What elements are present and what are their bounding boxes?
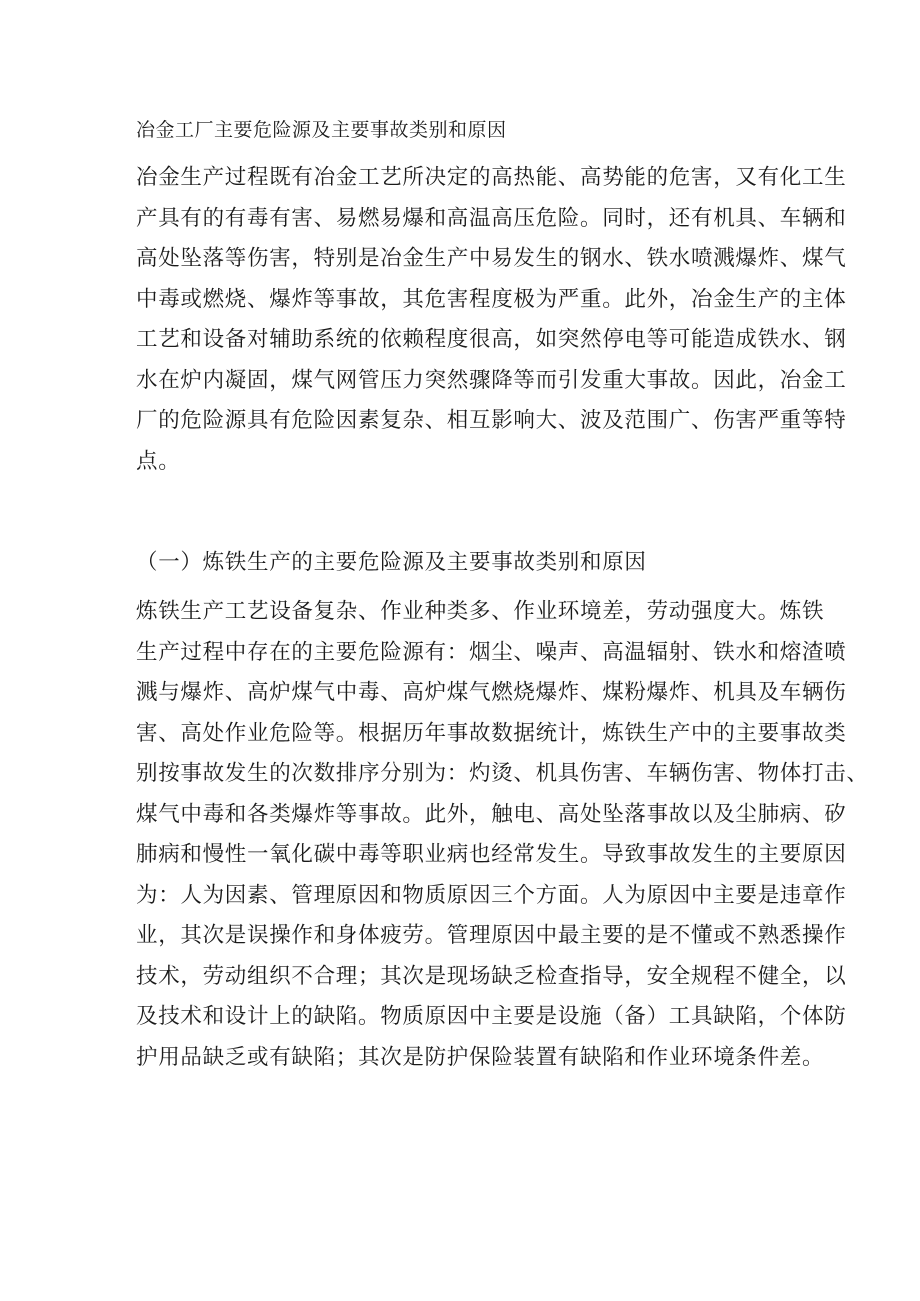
paragraph-line: 为：人为因素、管理原因和物质原因三个方面。人为原因中主要是违章作 xyxy=(136,882,847,908)
paragraph-line: 中毒或燃烧、爆炸等事故，其危害程度极为严重。此外，冶金生产的主体 xyxy=(136,286,847,312)
paragraph-line: 产具有的有毒有害、易燃易爆和高温高压危险。同时，还有机具、车辆和 xyxy=(136,205,847,231)
paragraph-line: 及技术和设计上的缺陷。物质原因中主要是设施（备）工具缺陷，个体防 xyxy=(136,1004,847,1029)
paragraph-line: 水在炉内凝固，煤气网管压力突然骤降等而引发重大事故。因此，冶金工 xyxy=(136,367,847,393)
paragraph-line: 害、高处作业危险等。根据历年事故数据统计，炼铁生产中的主要事故类 xyxy=(136,720,847,746)
paragraph-line: 溅与爆炸、高炉煤气中毒、高炉煤气燃烧爆炸、煤粉爆炸、机具及车辆伤 xyxy=(136,680,847,705)
paragraph-line: 炼铁生产工艺设备复杂、作业种类多、作业环境差，劳动强度大。炼铁 xyxy=(136,599,825,624)
paragraph-line: 点。 xyxy=(136,448,181,474)
paragraph-line: 别按事故发生的次数排序分别为：灼烫、机具伤害、车辆伤害、物体打击、 xyxy=(136,761,869,786)
paragraph-line: 工艺和设备对辅助系统的依赖程度很高，如突然停电等可能造成铁水、钢 xyxy=(136,327,847,352)
paragraph-line: 高处坠落等伤害，特别是冶金生产中易发生的钢水、铁水喷溅爆炸、煤气 xyxy=(136,246,847,271)
paragraph-line: 肺病和慢性一氧化碳中毒等职业病也经常发生。导致事故发生的主要原因 xyxy=(136,842,847,867)
paragraph-line: 煤气中毒和各类爆炸等事故。此外，触电、高处坠落事故以及尘肺病、矽 xyxy=(136,801,847,827)
section-heading: （一）炼铁生产的主要危险源及主要事故类别和原因 xyxy=(136,550,647,575)
section-paragraph xyxy=(136,592,869,1078)
paragraph-line: 护用品缺乏或有缺陷；其次是防护保险装置有缺陷和作业环境条件差。 xyxy=(136,1044,825,1070)
intro-paragraph xyxy=(136,158,847,482)
paragraph-line: 生产过程中存在的主要危险源有：烟尘、噪声、高温辐射、铁水和熔渣喷 xyxy=(136,639,847,665)
document-title: 冶金工厂主要危险源及主要事故类别和原因 xyxy=(136,119,507,141)
paragraph-line: 冶金生产过程既有冶金工艺所决定的高热能、高势能的危害，又有化工生 xyxy=(136,165,847,190)
paragraph-line: 厂的危险源具有危险因素复杂、相互影响大、波及范围广、伤害严重等特 xyxy=(136,408,847,433)
paragraph-line: 技术，劳动组织不合理；其次是现场缺乏检查指导，安全规程不健全，以 xyxy=(136,963,847,989)
paragraph-line: 业，其次是误操作和身体疲劳。管理原因中最主要的是不懂或不熟悉操作 xyxy=(136,923,847,948)
